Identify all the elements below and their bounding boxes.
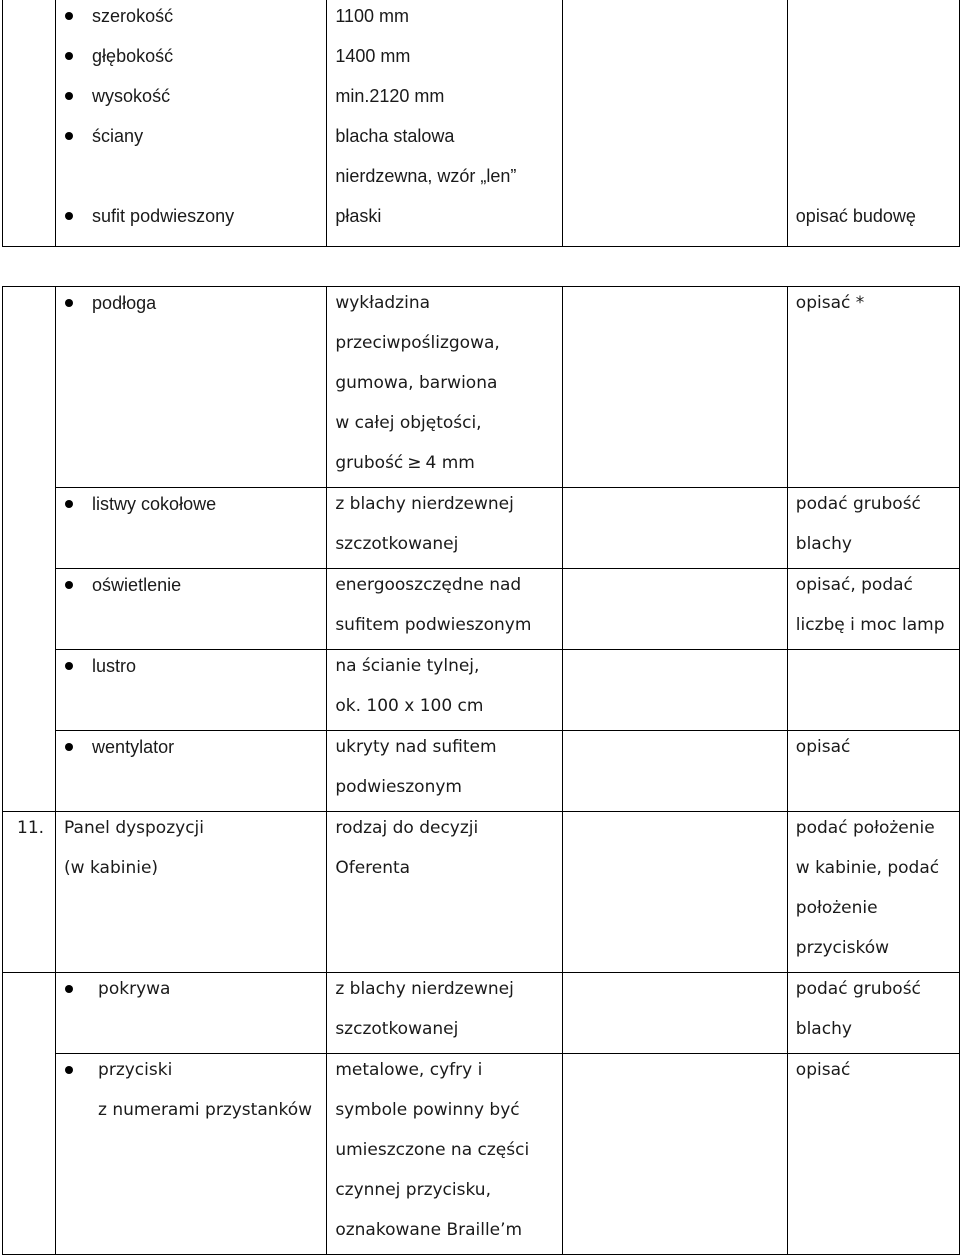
- value-cell: [327, 1054, 562, 1255]
- cover-line-1: z blachy nierdzewnej: [335, 979, 514, 999]
- panel-line-2: Oferenta: [335, 858, 411, 878]
- table-row: [3, 1054, 960, 1255]
- note-fan: opisać: [795, 737, 851, 757]
- empty-cell: [562, 650, 787, 731]
- value-cell: [327, 650, 562, 731]
- note-lighting-1: opisać, podać: [795, 575, 913, 595]
- greater-equal-symbol: ≥: [407, 453, 422, 473]
- note-lighting-2: liczbę i moc lamp: [795, 615, 945, 635]
- note-panel-4: przycisków: [795, 938, 890, 958]
- value-cell: [327, 287, 562, 488]
- property-cover: pokrywa: [56, 973, 326, 1013]
- lighting-line-2: sufitem podwieszonym: [335, 615, 532, 635]
- spacer: [788, 0, 959, 40]
- note-skirting-2: blachy: [795, 534, 852, 554]
- fan-line-2: podwieszonym: [335, 777, 462, 797]
- property-cell: [56, 287, 327, 488]
- value-cell: [327, 812, 562, 973]
- skirting-line-2: szczotkowanej: [335, 534, 459, 554]
- property-cell: [56, 1054, 327, 1255]
- property-ceiling: sufit podwieszony: [56, 200, 326, 240]
- mirror-line-2: ok. 100 x 100 cm: [335, 696, 484, 716]
- empty-cell: [562, 569, 787, 650]
- mirror-line-1: na ścianie tylnej,: [335, 656, 480, 676]
- thickness-value: 4 mm: [425, 453, 475, 473]
- note-panel-1: podać położenie: [795, 818, 935, 838]
- spacer: [788, 120, 959, 160]
- empty-cell: [562, 812, 787, 973]
- note-cell: [787, 812, 959, 973]
- item-number: 11.: [17, 818, 45, 838]
- spacer: [788, 160, 959, 200]
- empty-cell: [562, 0, 787, 247]
- value-height: min.2120 mm: [335, 86, 445, 106]
- property-cell: [56, 0, 327, 247]
- note-cell: [787, 0, 959, 247]
- table-row: [3, 973, 960, 1054]
- lighting-line-1: energooszczędne nad: [335, 575, 522, 595]
- floor-thickness: [327, 447, 561, 487]
- property-cell: [56, 731, 327, 812]
- buttons-line-2: symbole powinny być: [335, 1100, 520, 1120]
- note-ceiling: opisać budowę: [795, 206, 916, 226]
- empty-cell: [3, 287, 56, 812]
- value-cell: [327, 0, 562, 247]
- note-skirting-1: podać grubość: [795, 494, 921, 514]
- property-buttons-2: z numerami przystanków: [98, 1100, 313, 1120]
- note-cell: [787, 569, 959, 650]
- value-walls-2: nierdzewna, wzór „len”: [335, 166, 517, 186]
- buttons-line-1: metalowe, cyfry i: [335, 1060, 483, 1080]
- property-skirting: listwy cokołowe: [56, 488, 326, 528]
- panel-line-1: rodzaj do decyzji: [335, 818, 479, 838]
- property-depth: głębokość: [56, 40, 326, 80]
- note-panel-3: położenie: [795, 898, 878, 918]
- property-width: szerokość: [56, 0, 326, 40]
- note-floor: opisać *: [795, 293, 865, 313]
- table-row: [3, 569, 960, 650]
- value-depth: 1400 mm: [335, 46, 411, 66]
- empty-cell: [562, 287, 787, 488]
- panel-name-1: Panel dyspozycji: [64, 818, 204, 838]
- note-cell: [787, 488, 959, 569]
- table-row: [3, 812, 960, 973]
- property-mirror: lustro: [56, 650, 326, 690]
- spacer: [788, 40, 959, 80]
- property-cell: [56, 812, 327, 973]
- property-height: wysokość: [56, 80, 326, 120]
- property-cell: [56, 488, 327, 569]
- specs-table-top: [2, 0, 960, 247]
- note-cell: [787, 731, 959, 812]
- table-row: [3, 488, 960, 569]
- number-cell: [3, 812, 56, 973]
- floor-line-4: w całej objętości,: [335, 413, 482, 433]
- property-lighting: oświetlenie: [56, 569, 326, 609]
- spacer: [56, 160, 326, 200]
- empty-cell: [3, 973, 56, 1255]
- note-cell: [787, 287, 959, 488]
- table-row: [3, 731, 960, 812]
- value-walls: blacha stalowa: [335, 126, 455, 146]
- specs-table-bottom: [2, 286, 960, 1255]
- table-row: [3, 650, 960, 731]
- value-cell: [327, 488, 562, 569]
- value-cell: [327, 731, 562, 812]
- empty-cell: [3, 0, 56, 247]
- property-walls: ściany: [56, 120, 326, 160]
- panel-name-2: (w kabinie): [64, 858, 159, 878]
- note-cell: [787, 1054, 959, 1255]
- property-cell: [56, 973, 327, 1054]
- property-fan: wentylator: [56, 731, 326, 771]
- table-row: [3, 287, 960, 488]
- value-cell: [327, 569, 562, 650]
- note-buttons: opisać: [795, 1060, 851, 1080]
- property-cell: [56, 650, 327, 731]
- empty-cell: [562, 973, 787, 1054]
- buttons-line-4: czynnej przycisku,: [335, 1180, 491, 1200]
- property-buttons: przyciski: [56, 1054, 326, 1094]
- skirting-line-1: z blachy nierdzewnej: [335, 494, 514, 514]
- buttons-line-3: umieszczone na części: [335, 1140, 530, 1160]
- fan-line-1: ukryty nad sufitem: [335, 737, 497, 757]
- empty-cell: [562, 488, 787, 569]
- floor-line-2: przeciwpoślizgowa,: [335, 333, 500, 353]
- empty-cell: [787, 650, 959, 731]
- empty-cell: [562, 1054, 787, 1255]
- value-width: 1100 mm: [335, 6, 410, 26]
- note-cover-1: podać grubość: [795, 979, 921, 999]
- table-row: [3, 0, 960, 247]
- property-cell: [56, 569, 327, 650]
- value-cell: [327, 973, 562, 1054]
- property-floor: podłoga: [56, 287, 326, 327]
- value-ceiling: płaski: [335, 206, 382, 226]
- floor-line-1: wykładzina: [335, 293, 431, 313]
- note-cover-2: blachy: [795, 1019, 852, 1039]
- note-cell: [787, 973, 959, 1054]
- thickness-label: grubość: [335, 453, 404, 473]
- note-panel-2: w kabinie, podać: [795, 858, 940, 878]
- spacer: [788, 80, 959, 120]
- floor-line-3: gumowa, barwiona: [335, 373, 498, 393]
- cover-line-2: szczotkowanej: [335, 1019, 459, 1039]
- buttons-line-5: oznakowane Braille’m: [335, 1220, 523, 1240]
- empty-cell: [562, 731, 787, 812]
